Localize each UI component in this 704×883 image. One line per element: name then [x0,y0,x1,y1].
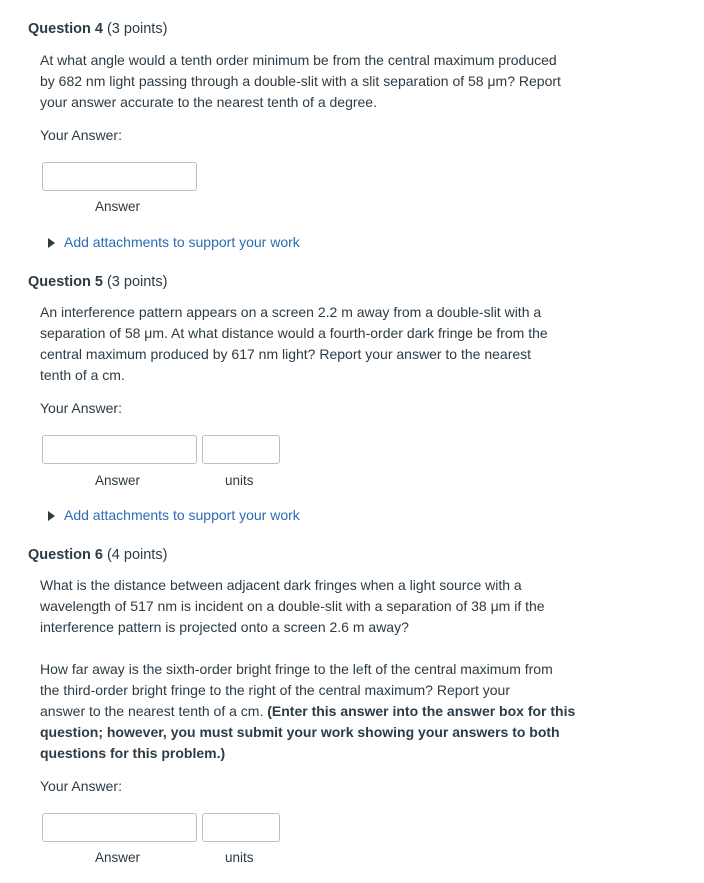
units-input[interactable] [202,435,280,464]
attach-label: Add attachments to support your work [64,507,300,523]
question-points: (3 points) [106,274,168,290]
question-text-line: wavelength of 517 nm is incident on a double-slit with a separation of 38 μm if the [40,598,545,614]
question-points: (4 points) [106,547,168,563]
question-text-bold-fragment: (Enter this answer into the answer box for this [267,703,576,719]
attach-label: Add attachments to support your work [64,234,300,250]
units-input[interactable] [202,813,280,842]
question-4-title [28,21,167,37]
question-4-text [40,50,600,113]
question-number: Question 4 [28,21,103,37]
units-sublabel: units [225,473,254,488]
units-sublabel: units [225,850,254,865]
answer-input[interactable] [42,162,197,191]
question-5-title [28,274,167,290]
question-text-line: question; however, you must submit your work showing your answers to both [40,724,560,740]
question-text-line: the third-order bright fringe to the right of the central maximum? Report your [40,682,510,698]
question-text-line [40,701,600,722]
answer-sublabel: Answer [95,199,141,214]
question-text-line: questions for this problem.) [40,745,226,761]
question-text-line: your answer accurate to the nearest tenth of a degree. [40,94,377,110]
question-6-text [40,575,600,638]
answer-input[interactable] [42,435,197,464]
question-number: Question 6 [28,547,103,563]
question-6-text-part2 [40,659,600,764]
expand-triangle-icon [48,511,55,521]
add-attachments-link[interactable] [48,234,300,250]
question-text-line: tenth of a cm. [40,367,125,383]
question-text-line: At what angle would a tenth order minimum be from the central maximum produced [40,52,557,68]
answer-sublabel: Answer [95,850,141,865]
your-answer-label: Your Answer: [40,127,122,143]
question-text-line: An interference pattern appears on a screen 2.2 m away from a double-slit with a [40,304,542,320]
your-answer-label: Your Answer: [40,400,122,416]
question-text-line: interference pattern is projected onto a screen 2.6 m away? [40,619,409,635]
question-text-line: central maximum produced by 617 nm light? Report your answer to the nearest [40,346,532,362]
expand-triangle-icon [48,238,55,248]
question-6-title [28,547,167,563]
question-text-line: What is the distance between adjacent dark fringes when a light source with a [40,577,522,593]
question-5-text [40,302,600,386]
question-text-line: by 682 nm light passing through a double-slit with a slit separation of 58 μm? Report [40,73,561,89]
question-text-line: separation of 58 μm. At what distance would a fourth-order dark fringe be from the [40,325,548,341]
answer-sublabel: Answer [95,473,141,488]
add-attachments-link[interactable] [48,507,300,523]
your-answer-label: Your Answer: [40,778,122,794]
answer-input[interactable] [42,813,197,842]
question-text-line: How far away is the sixth-order bright fringe to the left of the central maximum from [40,661,553,677]
question-points: (3 points) [106,21,168,37]
question-number: Question 5 [28,274,103,290]
question-text-fragment: answer to the nearest tenth of a cm. [40,703,268,719]
